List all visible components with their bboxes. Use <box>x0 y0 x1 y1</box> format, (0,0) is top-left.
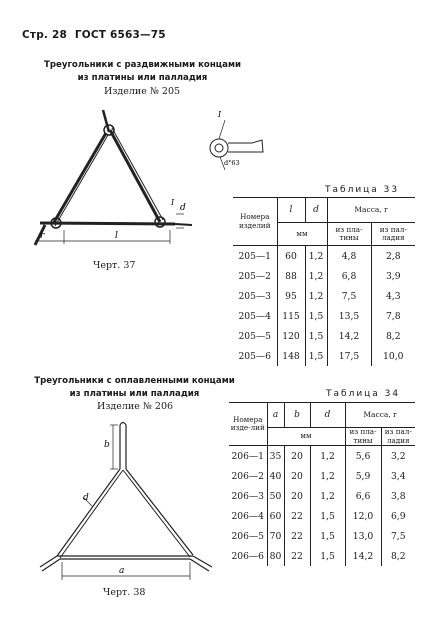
table33 <box>233 197 415 366</box>
dim-r-label: r <box>40 231 45 241</box>
row-a: 70 <box>267 526 284 546</box>
row-number: 206—5 <box>229 526 267 546</box>
detail-ref-label: I <box>171 198 175 207</box>
row-platinum: 12,0 <box>345 506 381 526</box>
table-row <box>229 526 415 546</box>
table34-caption: Таблица 34 <box>326 389 401 399</box>
row-platinum: 5,6 <box>345 446 381 467</box>
section1-item: Изделие № 205 <box>103 86 181 97</box>
table-row <box>229 466 415 486</box>
row-palladium: 4,3 <box>385 290 401 302</box>
row-platinum: 4,8 <box>327 246 371 267</box>
row-palladium: 3,4 <box>390 470 406 482</box>
detail-angle-label: d°63 <box>224 159 240 167</box>
row-number: 205—2 <box>233 266 277 286</box>
row-d: 1,2 <box>310 466 345 486</box>
row-d: 1,5 <box>310 506 345 526</box>
dim-a-label: a <box>119 566 125 576</box>
table-row <box>233 326 415 346</box>
row-a: 80 <box>267 546 284 566</box>
row-number: 205—1 <box>233 246 277 267</box>
row-platinum: 14,2 <box>327 326 371 346</box>
table33-caption: Таблица 33 <box>325 185 400 195</box>
section1-title-line1: Треугольники с раздвижными концами <box>44 60 241 70</box>
table34-header-a: a <box>267 403 284 428</box>
row-palladium: 2,8 <box>385 250 401 262</box>
table-row <box>233 266 415 286</box>
row-l: 95 <box>277 286 305 306</box>
row-d: 1,2 <box>305 246 327 267</box>
figure-38-caption: Черт. 38 <box>103 587 146 598</box>
row-b: 22 <box>284 546 310 566</box>
table33-header-mass: Масса, г <box>327 198 415 223</box>
table-row <box>233 346 415 366</box>
row-b: 20 <box>284 446 310 467</box>
row-number: 205—3 <box>233 286 277 306</box>
table33-header-palladium: из пал-ладия <box>371 223 415 246</box>
table34-header-mass: Масса, г <box>345 403 415 428</box>
row-d: 1,5 <box>305 346 327 366</box>
row-palladium: 8,2 <box>390 550 406 562</box>
dim-b-label: b <box>104 440 110 450</box>
row-platinum: 13,5 <box>327 306 371 326</box>
row-d: 1,5 <box>305 306 327 326</box>
table33-header-unit: мм <box>277 223 327 246</box>
row-number: 206—2 <box>229 466 267 486</box>
table34 <box>229 402 415 566</box>
table34-header-unit: мм <box>267 428 345 446</box>
row-number: 206—3 <box>229 486 267 506</box>
figure-37-caption: Черт. 37 <box>93 260 136 271</box>
table33-header-number: Номера изделий <box>233 198 277 246</box>
row-l: 88 <box>277 266 305 286</box>
row-number: 205—6 <box>233 346 277 366</box>
row-platinum: 6,8 <box>327 266 371 286</box>
row-number: 206—1 <box>229 446 267 467</box>
page-number: Стр. 28 <box>22 29 67 41</box>
row-d: 1,2 <box>305 286 327 306</box>
row-palladium: 6,9 <box>390 510 406 522</box>
table34-header-b: b <box>284 403 310 428</box>
row-d: 1,5 <box>305 326 327 346</box>
standard-code: ГОСТ 6563—75 <box>74 29 166 41</box>
row-b: 22 <box>284 526 310 546</box>
row-number: 205—4 <box>233 306 277 326</box>
row-a: 60 <box>267 506 284 526</box>
row-palladium: 7,8 <box>385 310 401 322</box>
row-l: 60 <box>277 246 305 267</box>
section2-title-line1: Треугольники с оплавленными концами <box>34 376 235 386</box>
row-platinum: 6,6 <box>345 486 381 506</box>
row-platinum: 5,9 <box>345 466 381 486</box>
row-b: 22 <box>284 506 310 526</box>
row-number: 206—4 <box>229 506 267 526</box>
row-a: 50 <box>267 486 284 506</box>
row-palladium: 3,2 <box>390 450 406 462</box>
dim-l-label: l <box>115 231 118 241</box>
table33-header-platinum: из пла-тины <box>327 223 371 246</box>
row-platinum: 14,2 <box>345 546 381 566</box>
row-palladium: 10,0 <box>383 350 404 362</box>
row-l: 120 <box>277 326 305 346</box>
table-row <box>229 486 415 506</box>
row-d: 1,2 <box>305 266 327 286</box>
row-number: 205—5 <box>233 326 277 346</box>
section2-title <box>22 375 247 401</box>
dim-d2-label: d <box>83 493 89 503</box>
table-row <box>233 286 415 306</box>
row-d: 1,2 <box>310 486 345 506</box>
table-row <box>229 446 415 467</box>
table33-header-d: d <box>305 198 327 223</box>
row-palladium: 8,2 <box>385 330 401 342</box>
detail-label: I <box>218 110 222 119</box>
table34-header-palladium: из пал-ладия <box>381 428 415 446</box>
row-l: 115 <box>277 306 305 326</box>
table-row <box>229 506 415 526</box>
section1-title-line2: из платины или палладия <box>77 73 208 83</box>
table-row <box>233 246 415 267</box>
row-d: 1,2 <box>310 446 345 467</box>
table-row <box>233 306 415 326</box>
row-b: 20 <box>284 486 310 506</box>
row-a: 40 <box>267 466 284 486</box>
row-b: 20 <box>284 466 310 486</box>
table34-header-platinum: из пла-тины <box>345 428 381 446</box>
row-palladium: 3,9 <box>385 270 401 282</box>
row-platinum: 17,5 <box>327 346 371 366</box>
table34-header-number: Номера изде-лий <box>229 403 267 446</box>
row-palladium: 3,8 <box>390 490 406 502</box>
row-a: 35 <box>267 446 284 467</box>
dim-d-label: d <box>180 203 186 213</box>
table34-header-d: d <box>310 403 345 428</box>
row-d: 1,5 <box>310 526 345 546</box>
section2-title-line2: из платины или палладия <box>69 389 200 399</box>
row-palladium: 7,5 <box>390 530 406 542</box>
row-d: 1,5 <box>310 546 345 566</box>
row-platinum: 7,5 <box>327 286 371 306</box>
section2-item: Изделие № 206 <box>96 401 174 412</box>
table33-header-l: l <box>277 198 305 223</box>
row-platinum: 13,0 <box>345 526 381 546</box>
row-number: 206—6 <box>229 546 267 566</box>
row-l: 148 <box>277 346 305 366</box>
table-row <box>229 546 415 566</box>
